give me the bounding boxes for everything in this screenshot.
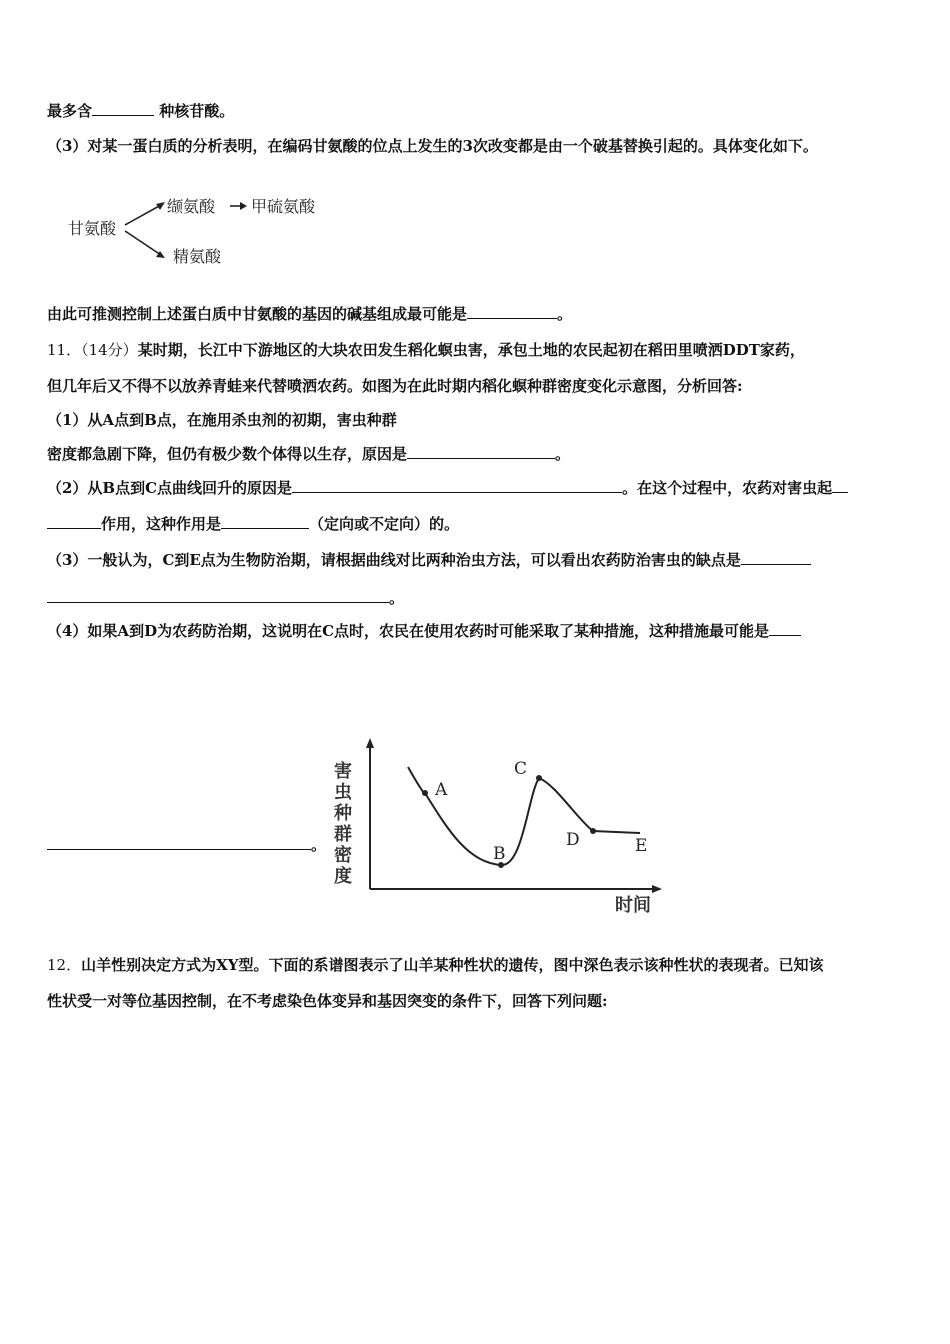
valine-label: 缬氨酸 <box>167 197 216 216</box>
arrow-right-head <box>240 202 247 210</box>
arginine-label: 精氨酸 <box>173 247 222 266</box>
y-label-char: 种 <box>334 803 352 824</box>
label-d: D <box>566 830 580 850</box>
text-segment: 由此可推测控制上述蛋白质中甘氨酸的基因的碱基组成最可能是 <box>47 305 468 323</box>
point-d <box>590 828 596 834</box>
y-label-char: 度 <box>334 866 352 887</box>
question-number: 12． <box>47 956 82 974</box>
question-text: 某时期，长江中下游地区的大块农田发生稻化螟虫害，承包土地的农民起初在稻田里喷洒DDT家药， <box>137 341 805 359</box>
y-axis-label <box>333 760 352 887</box>
q11-line-2: 但几年后又不得不以放养青蛙来代替喷洒农药。如图为在此时期内稻化螟种群密度变化示意图，分析回答: <box>47 377 743 395</box>
x-axis-label: 时间 <box>615 895 651 916</box>
answer-blank[interactable] <box>832 478 848 493</box>
text-segment: （4）如果A到D为农药防治期，这说明在C点时，农民在使用农药时可能采取了某种措施，这种措施最可能是 <box>47 622 770 640</box>
text-line-1 <box>47 101 234 121</box>
answer-blank[interactable] <box>47 835 311 850</box>
answer-blank[interactable] <box>741 550 811 565</box>
population-density-graph <box>328 735 673 920</box>
text-line-3 <box>47 304 572 324</box>
label-a: A <box>435 780 448 800</box>
mutation-diagram <box>60 185 350 275</box>
text-segment: 最多含 <box>47 102 93 120</box>
q11-heading <box>47 340 805 360</box>
y-label-char: 害 <box>334 761 352 782</box>
text-segment: 。 <box>557 305 573 323</box>
q11-part1-line2 <box>47 444 570 464</box>
text-segment: 。 <box>311 836 327 854</box>
y-label-char: 虫 <box>334 782 352 803</box>
q11-part1-line1: （1）从A点到B点，在施用杀虫剂的初期，害虫种群 <box>47 411 397 429</box>
answer-blank[interactable] <box>47 588 389 603</box>
text-segment: 密度都急剧下降，但仍有极少数个体得以生存，原因是 <box>47 445 408 463</box>
text-segment: 。 <box>555 445 571 463</box>
y-label-char: 群 <box>334 824 352 845</box>
answer-blank[interactable] <box>92 101 154 116</box>
question-number: 11． <box>47 341 82 359</box>
text-line-2: （3）对某一蛋白质的分析表明，在编码甘氨酸的位点上发生的3次改变都是由一个破基替换引起的。具体变化如下。 <box>47 137 818 155</box>
text-segment: 作用，这种作用是 <box>101 515 222 533</box>
q11-part2-line1 <box>47 478 848 498</box>
glycine-label: 甘氨酸 <box>68 219 117 238</box>
text-segment: 。在这个过程中，农药对害虫起 <box>622 479 833 497</box>
answer-blank[interactable] <box>47 514 101 529</box>
label-b: B <box>493 844 506 864</box>
text-segment: 。 <box>389 589 405 607</box>
q11-part3-line2 <box>47 588 404 608</box>
text-segment: （3）一般认为，C到E点为生物防治期，请根据曲线对比两种治虫方法，可以看出农药防治害虫的缺点是 <box>47 551 741 569</box>
q11-part4-line2 <box>47 835 326 855</box>
x-axis-arrow <box>652 885 662 893</box>
q11-part4-line1 <box>47 621 801 641</box>
text-segment: 种核苷酸。 <box>154 102 235 120</box>
q11-part2-line2 <box>47 514 459 534</box>
q12-heading <box>47 955 823 975</box>
arrow-down <box>125 231 161 255</box>
q11-part3-line1 <box>47 550 811 570</box>
answer-blank[interactable] <box>407 444 555 459</box>
answer-blank[interactable] <box>292 478 622 493</box>
question-text: 山羊性别决定方式为XY型。下面的系谱图表示了山羊某种性状的遗传，图中深色表示该种性状的表现者。已知该 <box>81 956 824 974</box>
arrow-up-head <box>156 202 165 210</box>
point-c <box>536 775 542 781</box>
label-e: E <box>635 836 648 856</box>
text-segment: （2）从B点到C点曲线回升的原因是 <box>47 479 293 497</box>
y-label-char: 密 <box>334 845 352 866</box>
y-axis-arrow <box>366 738 374 748</box>
answer-blank[interactable] <box>221 514 309 529</box>
label-c: C <box>514 759 528 779</box>
answer-blank[interactable] <box>769 621 801 636</box>
point-a <box>422 790 428 796</box>
text-segment: （定向或不定向）的。 <box>309 515 460 533</box>
question-score: （14分） <box>81 341 138 359</box>
q12-line-2: 性状受一对等位基因控制，在不考虑染色体变异和基因突变的条件下，回答下列问题: <box>47 992 608 1010</box>
methionine-label: 甲硫氨酸 <box>251 197 316 216</box>
arrow-up <box>125 205 161 225</box>
answer-blank[interactable] <box>467 304 557 319</box>
